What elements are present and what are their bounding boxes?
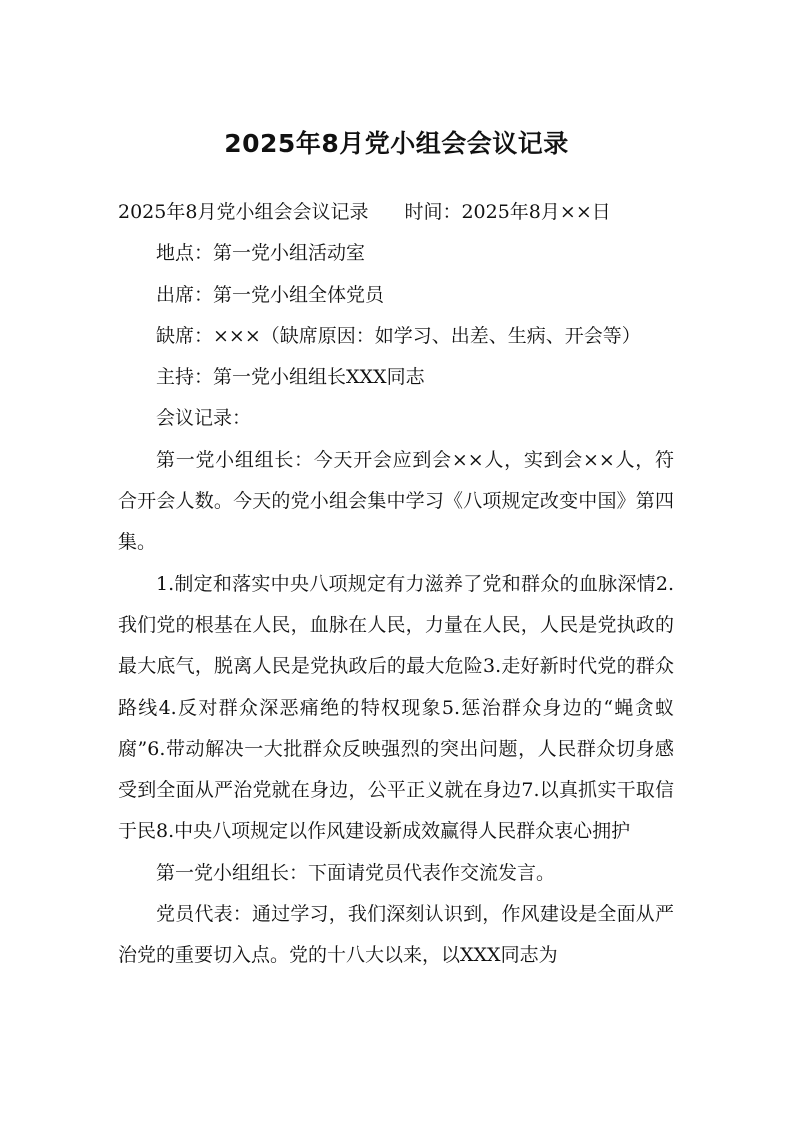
meeting-absentees: 缺席：×××（缺席原因：如学习、出差、生病、开会等） [156, 324, 641, 347]
meeting-record-label: 会议记录： [156, 407, 252, 430]
header-line-title: 2025年8月党小组会会议记录 [118, 201, 369, 223]
paragraph-study-points: 1.制定和落实中央八项规定有力滋养了党和群众的血脉深情2.我们党的根基在人民，血脉在人民，力量在人民，人民是党执政的最大底气，脱离人民是党执政后的最大危险3.走好新时代党的群众路线4.反对群众深恶痛绝的特权现象5.惩治群众身边的“蝇贪蚁腐”6.带动解决一大批群众反映强烈的突出问题，人民群众切身感受到全面从严治党就在身边，公平正义就在身边7.以真抓实干取信于民8.中央八项规定以作风建设新成效赢得人民群众衷心拥护 [118, 572, 674, 843]
paragraph-member-speech: 党员代表：通过学习，我们深刻认识到，作风建设是全面从严治党的重要切入点。党的十八大以来，以XXX同志为 [118, 903, 674, 967]
meeting-location: 地点：第一党小组活动室 [156, 242, 366, 265]
header-line-time: 时间：2025年8月××日 [404, 201, 611, 223]
paragraph-transition: 第一党小组组长：下面请党员代表作交流发言。 [156, 861, 556, 884]
meeting-host: 主持：第一党小组组长XXX同志 [156, 366, 425, 389]
meeting-attendees: 出席：第一党小组全体党员 [156, 283, 385, 306]
document-body [118, 192, 674, 977]
document-title: 2025年8月党小组会会议记录 [224, 129, 569, 158]
paragraph-opening: 第一党小组组长：今天开会应到会××人，实到会××人，符合开会人数。今天的党小组会集中学习《八项规定改变中国》第四集。 [118, 448, 674, 554]
header-line [118, 192, 674, 233]
